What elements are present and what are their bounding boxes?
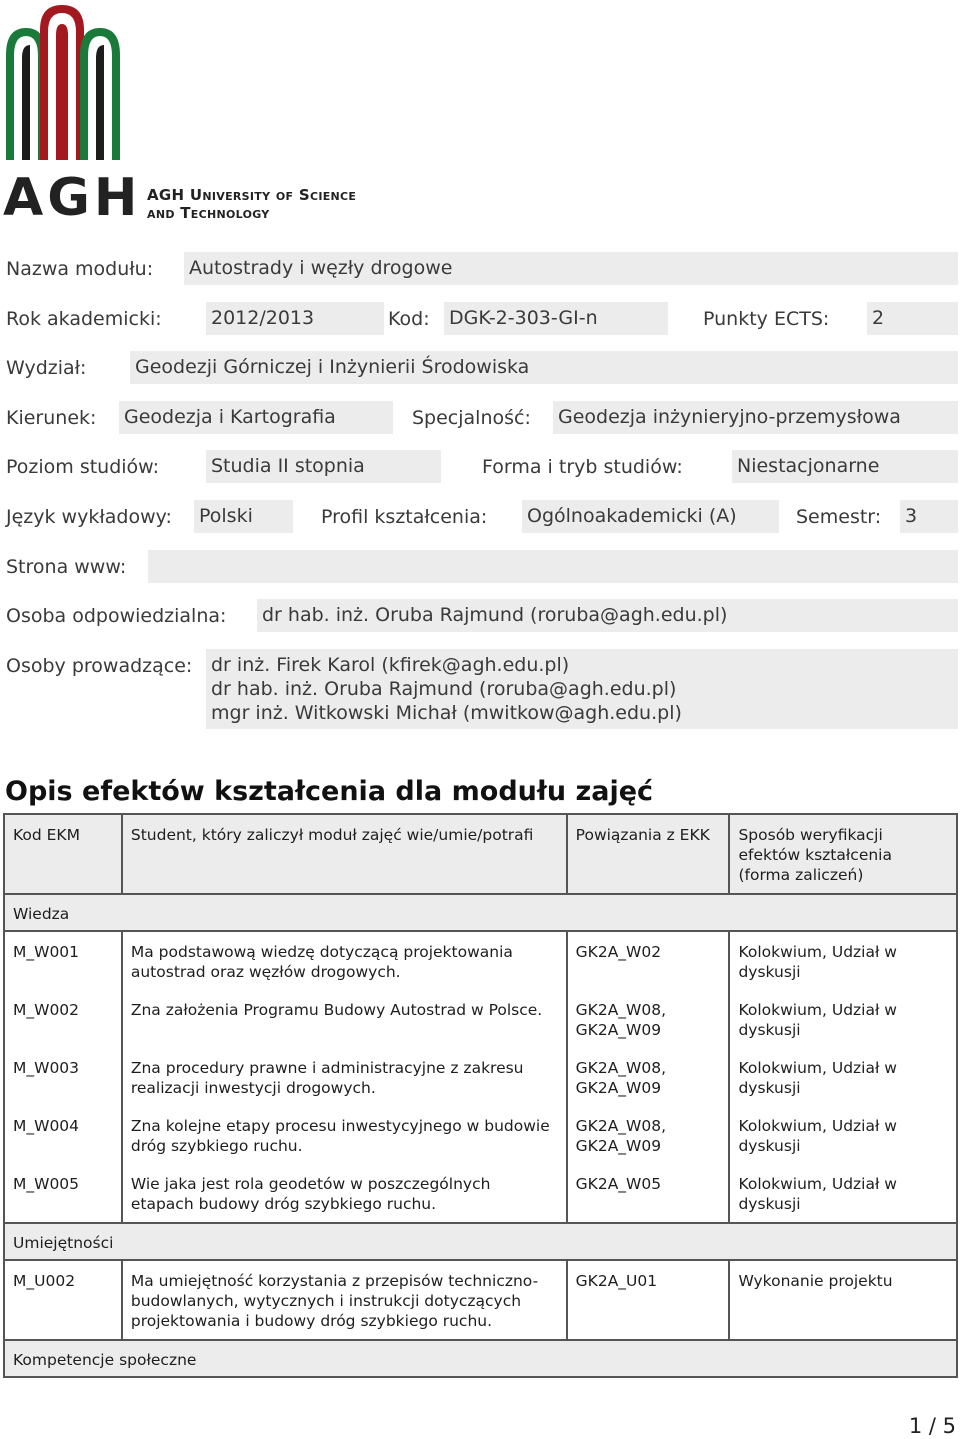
teacher-1: dr inż. Firek Karol (kfirek@agh.edu.pl) bbox=[211, 654, 570, 676]
cell-verification: Kolokwium, Udział w dyskusji bbox=[729, 990, 957, 1048]
category-label: Kompetencje społeczne bbox=[4, 1340, 957, 1377]
cell-ekk: GK2A_W08, GK2A_W09 bbox=[567, 1106, 730, 1164]
profile-value: Ogólnoakademicki (A) bbox=[522, 500, 779, 533]
module-name-value: Autostrady i węzły drogowe bbox=[184, 252, 958, 285]
cell-code: M_U002 bbox=[4, 1260, 122, 1340]
form-label: Forma i tryb studiów: bbox=[482, 456, 683, 478]
faculty-label: Wydział: bbox=[6, 357, 87, 379]
code-value: DGK-2-303-GI-n bbox=[444, 302, 668, 335]
table-row bbox=[4, 1048, 957, 1106]
cell-code: M_W005 bbox=[4, 1164, 122, 1223]
header-outcome: Student, który zaliczył moduł zajęć wie/umie/potrafi bbox=[122, 814, 567, 894]
teacher-3: mgr inż. Witkowski Michał (mwitkow@agh.edu.pl) bbox=[211, 702, 682, 724]
agh-logo-line1: AGH University of Science bbox=[147, 186, 357, 204]
cell-ekk: GK2A_W02 bbox=[567, 931, 730, 990]
cell-outcome: Zna procedury prawne i administracyjne z zakresu realizacji inwestycji drogowych. bbox=[122, 1048, 567, 1106]
cell-ekk: GK2A_W08, GK2A_W09 bbox=[567, 1048, 730, 1106]
agh-wordmark: AGH bbox=[3, 168, 142, 228]
academic-year-value: 2012/2013 bbox=[206, 302, 384, 335]
category-row bbox=[4, 1223, 957, 1260]
table-row bbox=[4, 1164, 957, 1223]
cell-verification: Kolokwium, Udział w dyskusji bbox=[729, 1164, 957, 1223]
level-label: Poziom studiów: bbox=[6, 456, 160, 478]
section-title: Opis efektów kształcenia dla modułu zajęć bbox=[5, 776, 654, 807]
cell-outcome: Zna założenia Programu Budowy Autostrad w Polsce. bbox=[122, 990, 567, 1048]
learning-outcomes-table bbox=[3, 813, 958, 1378]
field-of-study-value: Geodezja i Kartografia bbox=[119, 401, 393, 434]
language-value: Polski bbox=[194, 500, 293, 533]
cell-verification: Kolokwium, Udział w dyskusji bbox=[729, 931, 957, 990]
cell-outcome: Ma podstawową wiedzę dotyczącą projektowania autostrad oraz węzłów drogowych. bbox=[122, 931, 567, 990]
header-verification: Sposób weryfikacji efektów kształcenia (forma zaliczeń) bbox=[729, 814, 957, 894]
website-value bbox=[148, 550, 958, 583]
semester-value: 3 bbox=[900, 500, 958, 533]
page-number: 1 / 5 bbox=[908, 1414, 956, 1438]
table-header-row bbox=[4, 814, 957, 894]
cell-code: M_W002 bbox=[4, 990, 122, 1048]
agh-logo-line2: and Technology bbox=[147, 204, 270, 222]
language-label: Język wykładowy: bbox=[6, 506, 172, 528]
specialty-value: Geodezja inżynieryjno-przemysłowa bbox=[553, 401, 958, 434]
academic-year-label: Rok akademicki: bbox=[6, 308, 162, 330]
cell-outcome: Zna kolejne etapy procesu inwestycyjnego w budowie dróg szybkiego ruchu. bbox=[122, 1106, 567, 1164]
responsible-label: Osoba odpowiedzialna: bbox=[6, 605, 227, 627]
semester-label: Semestr: bbox=[796, 506, 882, 528]
table-row bbox=[4, 1260, 957, 1340]
responsible-value: dr hab. inż. Oruba Rajmund (roruba@agh.edu.pl) bbox=[257, 599, 958, 632]
category-label: Wiedza bbox=[4, 894, 957, 931]
field-of-study-label: Kierunek: bbox=[6, 407, 97, 429]
cell-code: M_W004 bbox=[4, 1106, 122, 1164]
ects-label: Punkty ECTS: bbox=[703, 308, 830, 330]
header-ekk: Powiązania z EKK bbox=[567, 814, 730, 894]
cell-ekk: GK2A_W05 bbox=[567, 1164, 730, 1223]
table-row bbox=[4, 931, 957, 990]
cell-verification: Kolokwium, Udział w dyskusji bbox=[729, 1048, 957, 1106]
cell-verification: Wykonanie projektu bbox=[729, 1260, 957, 1340]
category-label: Umiejętności bbox=[4, 1223, 957, 1260]
cell-ekk: GK2A_U01 bbox=[567, 1260, 730, 1340]
cell-code: M_W003 bbox=[4, 1048, 122, 1106]
table-row bbox=[4, 990, 957, 1048]
cell-verification: Kolokwium, Udział w dyskusji bbox=[729, 1106, 957, 1164]
form-value: Niestacjonarne bbox=[732, 450, 958, 483]
level-value: Studia II stopnia bbox=[206, 450, 441, 483]
table-row bbox=[4, 1106, 957, 1164]
cell-outcome: Ma umiejętność korzystania z przepisów techniczno-budowlanych, wytycznych i instrukcji dotyczących projektowania i budowy dróg szybkiego ruchu. bbox=[122, 1260, 567, 1340]
module-name-label: Nazwa modułu: bbox=[6, 258, 154, 280]
category-row bbox=[4, 1340, 957, 1377]
cell-ekk: GK2A_W08, GK2A_W09 bbox=[567, 990, 730, 1048]
header-code: Kod EKM bbox=[4, 814, 122, 894]
ects-value: 2 bbox=[867, 302, 958, 335]
profile-label: Profil kształcenia: bbox=[321, 506, 488, 528]
specialty-label: Specjalność: bbox=[412, 407, 531, 429]
agh-logo bbox=[0, 0, 360, 228]
faculty-value: Geodezji Górniczej i Inżynierii Środowiska bbox=[130, 351, 958, 384]
cell-code: M_W001 bbox=[4, 931, 122, 990]
code-label: Kod: bbox=[388, 308, 430, 330]
teachers-label: Osoby prowadzące: bbox=[6, 655, 193, 677]
teachers-value bbox=[206, 649, 958, 729]
cell-outcome: Wie jaka jest rola geodetów w poszczególnych etapach budowy dróg szybkiego ruchu. bbox=[122, 1164, 567, 1223]
category-row bbox=[4, 894, 957, 931]
teacher-2: dr hab. inż. Oruba Rajmund (roruba@agh.edu.pl) bbox=[211, 678, 677, 700]
website-label: Strona www: bbox=[6, 556, 127, 578]
